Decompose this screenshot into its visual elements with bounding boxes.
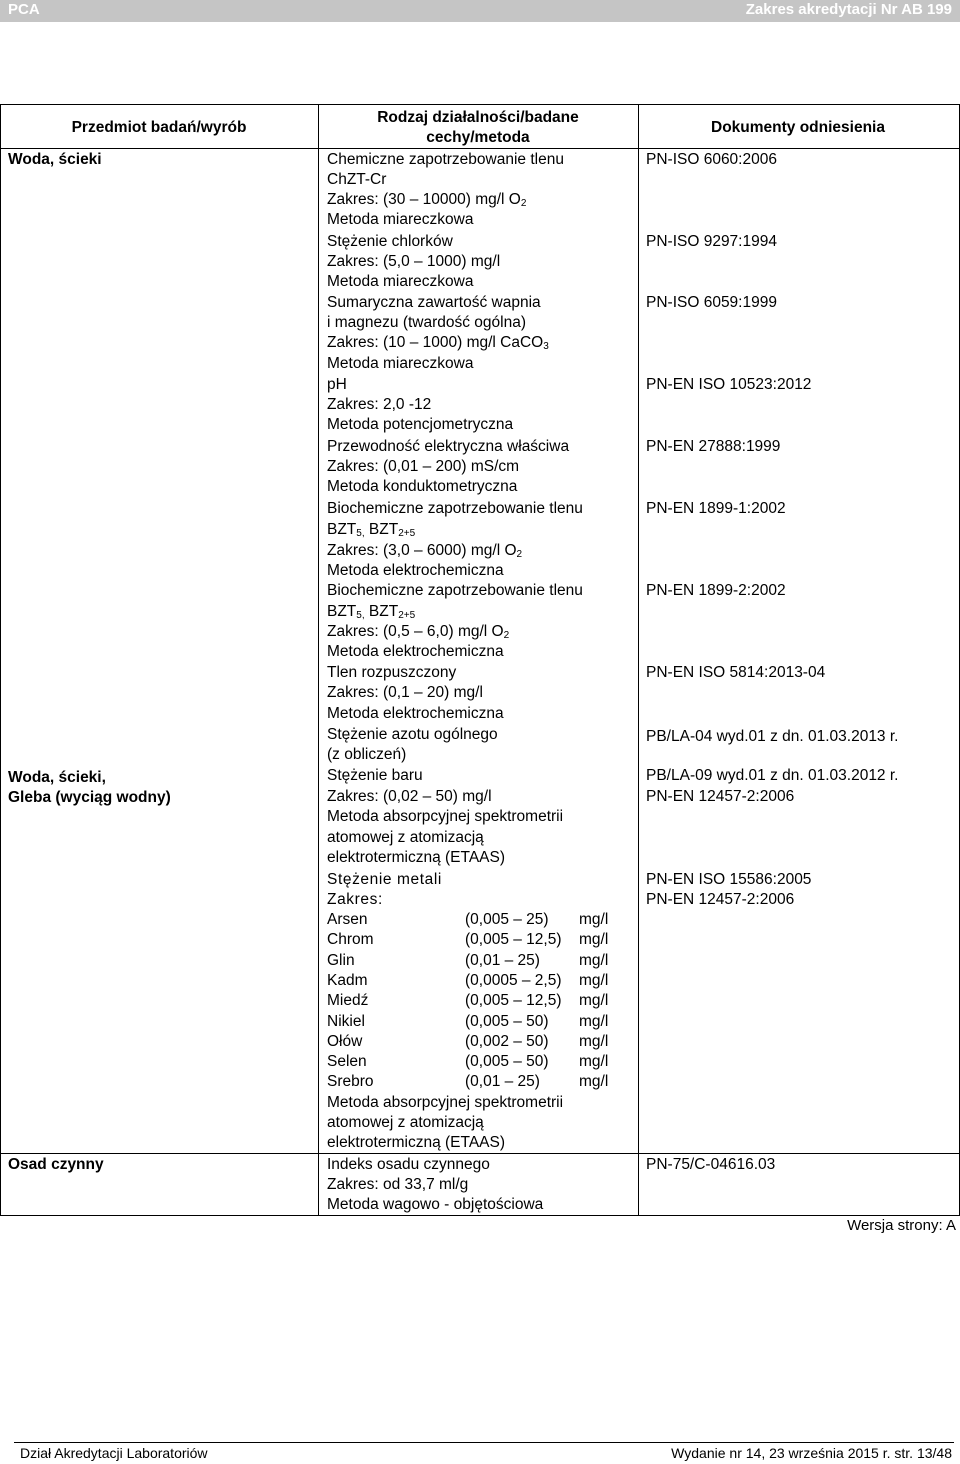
hardness-range: Zakres: (10 – 1000) mg/l CaCO$_3$ — [327, 334, 549, 352]
cod-doc: PN-ISO 6060:2006 — [646, 151, 777, 168]
conductivity-line1: Przewodność elektryczna właściwa — [327, 438, 570, 455]
chloride-range: Zakres: (5,0 – 1000) mg/l — [327, 253, 501, 270]
metal-unit: mg/l — [579, 1073, 609, 1091]
metal-unit: mg/l — [579, 911, 609, 928]
footer-left: Dział Akredytacji Laboratoriów — [20, 1445, 208, 1461]
metal-range: (0,005 – 12,5) — [465, 931, 562, 949]
sludge-doc: PN-75/C-04616.03 — [646, 1156, 776, 1173]
metal-unit: mg/l — [579, 971, 609, 989]
bod2-method: Metoda elektrochemiczna — [327, 643, 504, 660]
oxygen-doc: PN-EN ISO 5814:2013-04 — [646, 664, 826, 681]
metal-row — [327, 951, 627, 971]
bod1-line1: Biochemiczne zapotrzebowanie tlenu — [327, 500, 583, 517]
barium-line1: Stężenie baru — [327, 767, 423, 784]
metal-name: Nikiel — [327, 1012, 365, 1030]
metal-range: (0,0005 – 2,5) — [465, 971, 562, 989]
col2-header-line1: Rodzaj działalności/badane — [377, 109, 579, 126]
metal-range: (0,005 – 12,5) — [465, 992, 562, 1010]
col1-header: Przedmiot badań/wyrób — [71, 119, 247, 136]
conductivity-method: Metoda konduktometryczna — [327, 478, 518, 495]
subject-activated-sludge: Osad czynny — [8, 1156, 104, 1173]
metal-row — [327, 1052, 627, 1072]
chloride-doc: PN-ISO 9297:1994 — [646, 233, 777, 250]
metal-row — [327, 930, 627, 950]
header-bar — [0, 0, 960, 22]
sludge-rule — [0, 1153, 959, 1154]
subject-water-soil-2: Gleba (wyciąg wodny) — [8, 789, 171, 806]
oxygen-range: Zakres: (0,1 – 20) mg/l — [327, 684, 483, 701]
metal-name: Srebro — [327, 1073, 374, 1091]
metals-method2: atomowej z atomizacją — [327, 1114, 484, 1131]
metal-name: Arsen — [327, 911, 368, 928]
footer-right: Wydanie nr 14, 23 września 2015 r. str. 13/48 — [671, 1445, 952, 1461]
conductivity-range: Zakres: (0,01 – 200) mS/cm — [327, 458, 520, 475]
metal-unit: mg/l — [579, 931, 609, 949]
metal-unit: mg/l — [579, 1032, 609, 1050]
barium-range: Zakres: (0,02 – 50) mg/l — [327, 788, 492, 805]
metal-range: (0,005 – 25) — [465, 911, 549, 928]
sludge-line1: Indeks osadu czynnego — [327, 1156, 490, 1173]
hardness-line2: i magnezu (twardość ogólna) — [327, 314, 527, 331]
cod-line2: ChZT-Cr — [327, 171, 387, 188]
subject-water: Woda, ścieki — [8, 151, 102, 168]
cod-line1: Chemiczne zapotrzebowanie tlenu — [327, 151, 564, 168]
bod1-line2: $BZT_{5,}$ $BZT_{2+5}$ — [327, 521, 416, 539]
barium-method3: elektrotermiczną (ETAAS) — [327, 849, 506, 866]
conductivity-doc: PN-EN 27888:1999 — [646, 438, 781, 455]
bod1-doc: PN-EN 1899-1:2002 — [646, 500, 786, 517]
chloride-method: Metoda miareczkowa — [327, 273, 474, 290]
nitrogen-line1: Stężenie azotu ogólnego — [327, 726, 498, 743]
sludge-method: Metoda wagowo - objętościowa — [327, 1196, 544, 1213]
metal-unit: mg/l — [579, 951, 609, 969]
metal-name: Selen — [327, 1053, 367, 1071]
metal-row — [327, 971, 627, 991]
metal-row — [327, 1032, 627, 1052]
footer-rule — [14, 1442, 954, 1443]
metal-row — [327, 910, 627, 930]
chloride-line1: Stężenie chlorków — [327, 233, 453, 250]
metal-range: (0,01 – 25) — [465, 1073, 540, 1091]
column-divider — [638, 104, 639, 1216]
barium-method2: atomowej z atomizacją — [327, 829, 484, 846]
bod1-range: Zakres: (3,0 – 6000) mg/l $O_2$ — [327, 542, 523, 560]
barium-doc1: PB/LA-09 wyd.01 z dn. 01.03.2012 r. — [646, 767, 899, 784]
metal-name: Ołów — [327, 1032, 363, 1050]
barium-doc2: PN-EN 12457-2:2006 — [646, 788, 795, 805]
bod2-range: Zakres: (0,5 – 6,0) mg/l $O_2$ — [327, 623, 510, 641]
oxygen-line1: Tlen rozpuszczony — [327, 664, 457, 681]
metal-name: Kadm — [327, 971, 368, 989]
metal-unit: mg/l — [579, 992, 609, 1010]
metals-doc2: PN-EN 12457-2:2006 — [646, 891, 795, 908]
metal-name: Chrom — [327, 931, 374, 949]
version-note: Wersja strony: A — [847, 1217, 956, 1234]
column-divider — [318, 104, 319, 1216]
oxygen-method: Metoda elektrochemiczna — [327, 705, 504, 722]
bod2-line1: Biochemiczne zapotrzebowanie tlenu — [327, 582, 583, 599]
bod1-method: Metoda elektrochemiczna — [327, 562, 504, 579]
metal-range: (0,005 – 50) — [465, 1053, 549, 1071]
ph-doc: PN-EN ISO 10523:2012 — [646, 376, 812, 393]
header-rule — [0, 148, 959, 149]
cod-method: Metoda miareczkowa — [327, 211, 474, 228]
metal-name: Glin — [327, 951, 355, 969]
metal-row — [327, 1072, 627, 1092]
bod2-line2: $BZT_{5,}$ $BZT_{2+5}$ — [327, 603, 416, 621]
nitrogen-doc: PB/LA-04 wyd.01 z dn. 01.03.2013 r. — [646, 728, 899, 745]
header-right: Zakres akredytacji Nr AB 199 — [745, 1, 952, 18]
hardness-doc: PN-ISO 6059:1999 — [646, 294, 777, 311]
ph-method: Metoda potencjometryczna — [327, 416, 514, 433]
metals-line2: Zakres: — [327, 891, 383, 908]
bod2-doc: PN-EN 1899-2:2002 — [646, 582, 786, 599]
sludge-range: Zakres: od 33,7 ml/g — [327, 1176, 469, 1193]
col2-header-line2: cechy/metoda — [426, 129, 530, 146]
metals-line1: Stężenie metali — [327, 871, 442, 888]
barium-method1: Metoda absorpcyjnej spektrometrii — [327, 808, 564, 825]
nitrogen-line2: (z obliczeń) — [327, 746, 407, 763]
metal-name: Miedź — [327, 992, 369, 1010]
col3-header: Dokumenty odniesienia — [711, 119, 885, 136]
metal-row — [327, 991, 627, 1011]
metal-range: (0,002 – 50) — [465, 1032, 549, 1050]
metals-doc1: PN-EN ISO 15586:2005 — [646, 871, 812, 888]
subject-water-soil-1: Woda, ścieki, — [8, 769, 106, 786]
hardness-line1: Sumaryczna zawartość wapnia — [327, 294, 541, 311]
metal-row — [327, 1012, 627, 1032]
ph-range: Zakres: 2,0 -12 — [327, 396, 432, 413]
metals-method1: Metoda absorpcyjnej spektrometrii — [327, 1094, 564, 1111]
metals-method3: elektrotermiczną (ETAAS) — [327, 1134, 506, 1151]
metal-range: (0,01 – 25) — [465, 951, 540, 969]
metal-unit: mg/l — [579, 1012, 609, 1030]
ph-line1: pH — [327, 376, 347, 393]
header-left: PCA — [8, 1, 40, 18]
cod-range: Zakres: (30 – 10000) mg/l $O_2$ — [327, 191, 527, 209]
metal-range: (0,005 – 50) — [465, 1012, 549, 1030]
metal-unit: mg/l — [579, 1053, 609, 1071]
hardness-method: Metoda miareczkowa — [327, 355, 474, 372]
